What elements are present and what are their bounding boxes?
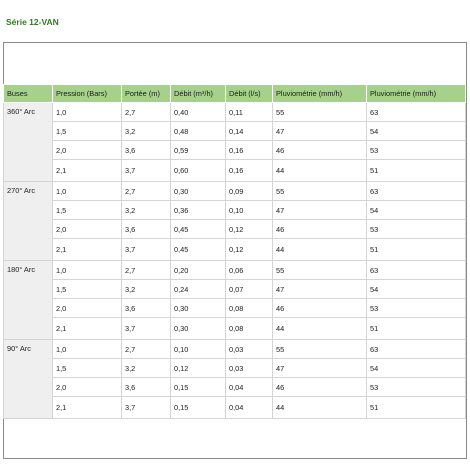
cell-pluvio-1: 46 xyxy=(273,378,367,397)
cell-pluvio-2: 53 xyxy=(367,299,466,318)
table-row xyxy=(4,201,466,220)
cell-pluvio-1: 55 xyxy=(273,103,367,122)
cell-debit-m3h: 0,24 xyxy=(171,280,226,299)
cell-pluvio-2: 53 xyxy=(367,220,466,239)
cell-debit-ls: 0,04 xyxy=(226,397,273,419)
cell-pression: 1,0 xyxy=(53,182,122,201)
buse-label: 90° Arc xyxy=(4,340,53,419)
table-row xyxy=(4,318,466,340)
cell-pression: 1,5 xyxy=(53,122,122,141)
cell-debit-m3h: 0,48 xyxy=(171,122,226,141)
cell-debit-ls: 0,03 xyxy=(226,340,273,359)
table-row xyxy=(4,122,466,141)
cell-pression: 1,5 xyxy=(53,280,122,299)
cell-portee: 3,6 xyxy=(122,220,171,239)
table-row xyxy=(4,359,466,378)
cell-pluvio-1: 55 xyxy=(273,261,367,280)
cell-debit-ls: 0,06 xyxy=(226,261,273,280)
cell-pression: 2,0 xyxy=(53,141,122,160)
cell-pluvio-2: 53 xyxy=(367,378,466,397)
specs-table xyxy=(3,84,466,419)
cell-pluvio-2: 51 xyxy=(367,397,466,419)
cell-pression: 2,1 xyxy=(53,239,122,261)
cell-pluvio-1: 46 xyxy=(273,220,367,239)
cell-pluvio-2: 51 xyxy=(367,239,466,261)
cell-portee: 3,6 xyxy=(122,378,171,397)
cell-debit-m3h: 0,40 xyxy=(171,103,226,122)
buse-label: 180° Arc xyxy=(4,261,53,340)
cell-pluvio-1: 47 xyxy=(273,280,367,299)
cell-pluvio-1: 55 xyxy=(273,182,367,201)
col-header-pluvio-2: Pluviométrie (mm/h) xyxy=(367,85,466,103)
col-header-debit-ls: Débit (l/s) xyxy=(226,85,273,103)
cell-debit-ls: 0,08 xyxy=(226,318,273,340)
cell-debit-m3h: 0,10 xyxy=(171,340,226,359)
buse-label: 360° Arc xyxy=(4,103,53,182)
header-row xyxy=(4,85,466,103)
cell-pluvio-1: 44 xyxy=(273,397,367,419)
cell-debit-m3h: 0,12 xyxy=(171,359,226,378)
cell-pluvio-1: 44 xyxy=(273,318,367,340)
table-row xyxy=(4,299,466,318)
page-title: Série 12-VAN xyxy=(6,17,59,27)
col-header-pluvio-1: Pluviométrie (mm/h) xyxy=(273,85,367,103)
cell-portee: 3,2 xyxy=(122,280,171,299)
cell-portee: 3,7 xyxy=(122,318,171,340)
cell-pluvio-2: 63 xyxy=(367,340,466,359)
cell-pression: 2,1 xyxy=(53,318,122,340)
cell-debit-ls: 0,16 xyxy=(226,160,273,182)
table-row xyxy=(4,103,466,122)
cell-portee: 3,2 xyxy=(122,122,171,141)
table-row xyxy=(4,220,466,239)
cell-debit-m3h: 0,45 xyxy=(171,239,226,261)
cell-debit-ls: 0,12 xyxy=(226,239,273,261)
cell-debit-m3h: 0,20 xyxy=(171,261,226,280)
cell-portee: 3,2 xyxy=(122,359,171,378)
cell-pluvio-2: 54 xyxy=(367,359,466,378)
cell-pluvio-1: 55 xyxy=(273,340,367,359)
cell-debit-m3h: 0,59 xyxy=(171,141,226,160)
cell-pression: 2,0 xyxy=(53,378,122,397)
cell-portee: 3,7 xyxy=(122,239,171,261)
cell-pression: 2,1 xyxy=(53,160,122,182)
table-row xyxy=(4,141,466,160)
cell-debit-ls: 0,07 xyxy=(226,280,273,299)
cell-portee: 3,6 xyxy=(122,141,171,160)
cell-pluvio-1: 44 xyxy=(273,239,367,261)
cell-debit-m3h: 0,15 xyxy=(171,378,226,397)
cell-portee: 2,7 xyxy=(122,182,171,201)
cell-debit-ls: 0,10 xyxy=(226,201,273,220)
cell-pluvio-2: 54 xyxy=(367,280,466,299)
cell-pluvio-1: 46 xyxy=(273,299,367,318)
cell-pression: 1,5 xyxy=(53,359,122,378)
cell-portee: 2,7 xyxy=(122,261,171,280)
cell-portee: 3,2 xyxy=(122,201,171,220)
cell-debit-ls: 0,09 xyxy=(226,182,273,201)
cell-debit-ls: 0,16 xyxy=(226,141,273,160)
cell-pression: 2,1 xyxy=(53,397,122,419)
col-header-buses: Buses xyxy=(4,85,53,103)
cell-pression: 2,0 xyxy=(53,299,122,318)
table-row xyxy=(4,160,466,182)
cell-debit-m3h: 0,60 xyxy=(171,160,226,182)
cell-pluvio-2: 63 xyxy=(367,182,466,201)
cell-debit-m3h: 0,45 xyxy=(171,220,226,239)
cell-portee: 3,7 xyxy=(122,160,171,182)
cell-debit-m3h: 0,30 xyxy=(171,318,226,340)
cell-debit-ls: 0,14 xyxy=(226,122,273,141)
cell-debit-ls: 0,03 xyxy=(226,359,273,378)
cell-debit-m3h: 0,30 xyxy=(171,182,226,201)
cell-pression: 1,0 xyxy=(53,103,122,122)
table-row xyxy=(4,261,466,280)
col-header-pression: Pression (Bars) xyxy=(53,85,122,103)
cell-pluvio-2: 54 xyxy=(367,201,466,220)
col-header-portee: Portée (m) xyxy=(122,85,171,103)
cell-debit-m3h: 0,36 xyxy=(171,201,226,220)
cell-pression: 1,0 xyxy=(53,261,122,280)
table-row xyxy=(4,280,466,299)
cell-pression: 1,5 xyxy=(53,201,122,220)
cell-pluvio-1: 47 xyxy=(273,122,367,141)
cell-portee: 2,7 xyxy=(122,103,171,122)
cell-debit-ls: 0,08 xyxy=(226,299,273,318)
cell-debit-ls: 0,11 xyxy=(226,103,273,122)
cell-portee: 3,6 xyxy=(122,299,171,318)
cell-pluvio-2: 54 xyxy=(367,122,466,141)
table-row xyxy=(4,378,466,397)
table-row xyxy=(4,397,466,419)
cell-pluvio-2: 51 xyxy=(367,318,466,340)
cell-portee: 3,7 xyxy=(122,397,171,419)
table-row xyxy=(4,239,466,261)
cell-debit-m3h: 0,30 xyxy=(171,299,226,318)
cell-pluvio-2: 53 xyxy=(367,141,466,160)
cell-pluvio-2: 51 xyxy=(367,160,466,182)
table-row xyxy=(4,182,466,201)
cell-portee: 2,7 xyxy=(122,340,171,359)
cell-pluvio-1: 47 xyxy=(273,359,367,378)
cell-pression: 2,0 xyxy=(53,220,122,239)
cell-pluvio-2: 63 xyxy=(367,261,466,280)
cell-debit-ls: 0,12 xyxy=(226,220,273,239)
cell-pluvio-2: 63 xyxy=(367,103,466,122)
cell-debit-m3h: 0,15 xyxy=(171,397,226,419)
cell-pression: 1,0 xyxy=(53,340,122,359)
cell-pluvio-1: 44 xyxy=(273,160,367,182)
cell-pluvio-1: 47 xyxy=(273,201,367,220)
cell-pluvio-1: 46 xyxy=(273,141,367,160)
buse-label: 270° Arc xyxy=(4,182,53,261)
col-header-debit-m3h: Débit (m³/h) xyxy=(171,85,226,103)
table-body xyxy=(4,103,466,419)
table-row xyxy=(4,340,466,359)
cell-debit-ls: 0,04 xyxy=(226,378,273,397)
